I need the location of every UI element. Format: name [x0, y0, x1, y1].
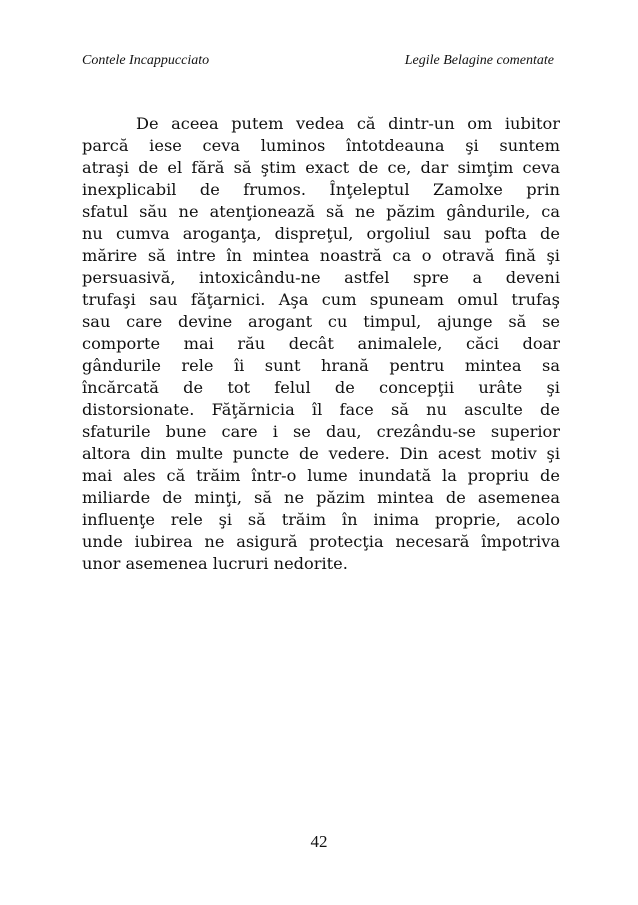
paragraph-line: parcă iese ceva luminos întotdeauna şi suntem: [82, 136, 560, 155]
header-author: Contele Incappucciato: [82, 53, 210, 68]
paragraph-line: mărire să intre în mintea noastră ca o otravă fină şi: [82, 246, 560, 265]
paragraph-line: inexplicabil de frumos. Înţeleptul Zamolxe prin: [82, 180, 560, 199]
paragraph-line: distorsionate. Făţărnicia îl face să nu asculte de: [82, 400, 560, 419]
paragraph-line: sfaturile bune care i se dau, crezându-se superior: [82, 422, 560, 441]
paragraph-line: atraşi de el fără să ştim exact de ce, dar simţim ceva: [82, 158, 560, 177]
paragraph-line: persuasivă, intoxicându-ne astfel spre a deveni: [82, 268, 560, 287]
paragraph-line: mai ales că trăim într-o lume inundată la propriu de: [82, 466, 560, 485]
paragraph-line: trufaşi sau făţarnici. Aşa cum spuneam omul trufaş: [82, 290, 560, 309]
paragraph-line: unde iubirea ne asigură protecţia necesară împotriva: [82, 532, 560, 551]
page-number: 42: [310, 832, 328, 851]
paragraph-line: influenţe rele şi să trăim în inima proprie, acolo: [82, 510, 560, 529]
paragraph-line: gândurile rele îi sunt hrană pentru mintea sa: [82, 356, 560, 375]
paragraph-line: comporte mai rău decât animalele, căci doar: [82, 334, 560, 353]
paragraph-line: sau care devine arogant cu timpul, ajunge să se: [82, 312, 560, 331]
paragraph-line: nu cumva aroganţa, dispreţul, orgoliul sau pofta de: [82, 224, 560, 243]
paragraph-line: unor asemenea lucruri nedorite.: [82, 554, 348, 573]
body-paragraph: [82, 113, 560, 575]
paragraph-line: altora din multe puncte de vedere. Din acest motiv şi: [82, 444, 560, 463]
paragraph-line: încărcată de tot felul de concepţii urâte şi: [82, 378, 560, 397]
paragraph-line: sfatul său ne atenţionează să ne păzim gândurile, ca: [82, 202, 560, 221]
header-book-title: Legile Belagine comentate: [404, 53, 554, 68]
paragraph-line: De aceea putem vedea că dintr-un om iubitor: [136, 114, 560, 133]
running-header: [82, 51, 554, 71]
paragraph-line: miliarde de minţi, să ne păzim mintea de asemenea: [82, 488, 560, 507]
